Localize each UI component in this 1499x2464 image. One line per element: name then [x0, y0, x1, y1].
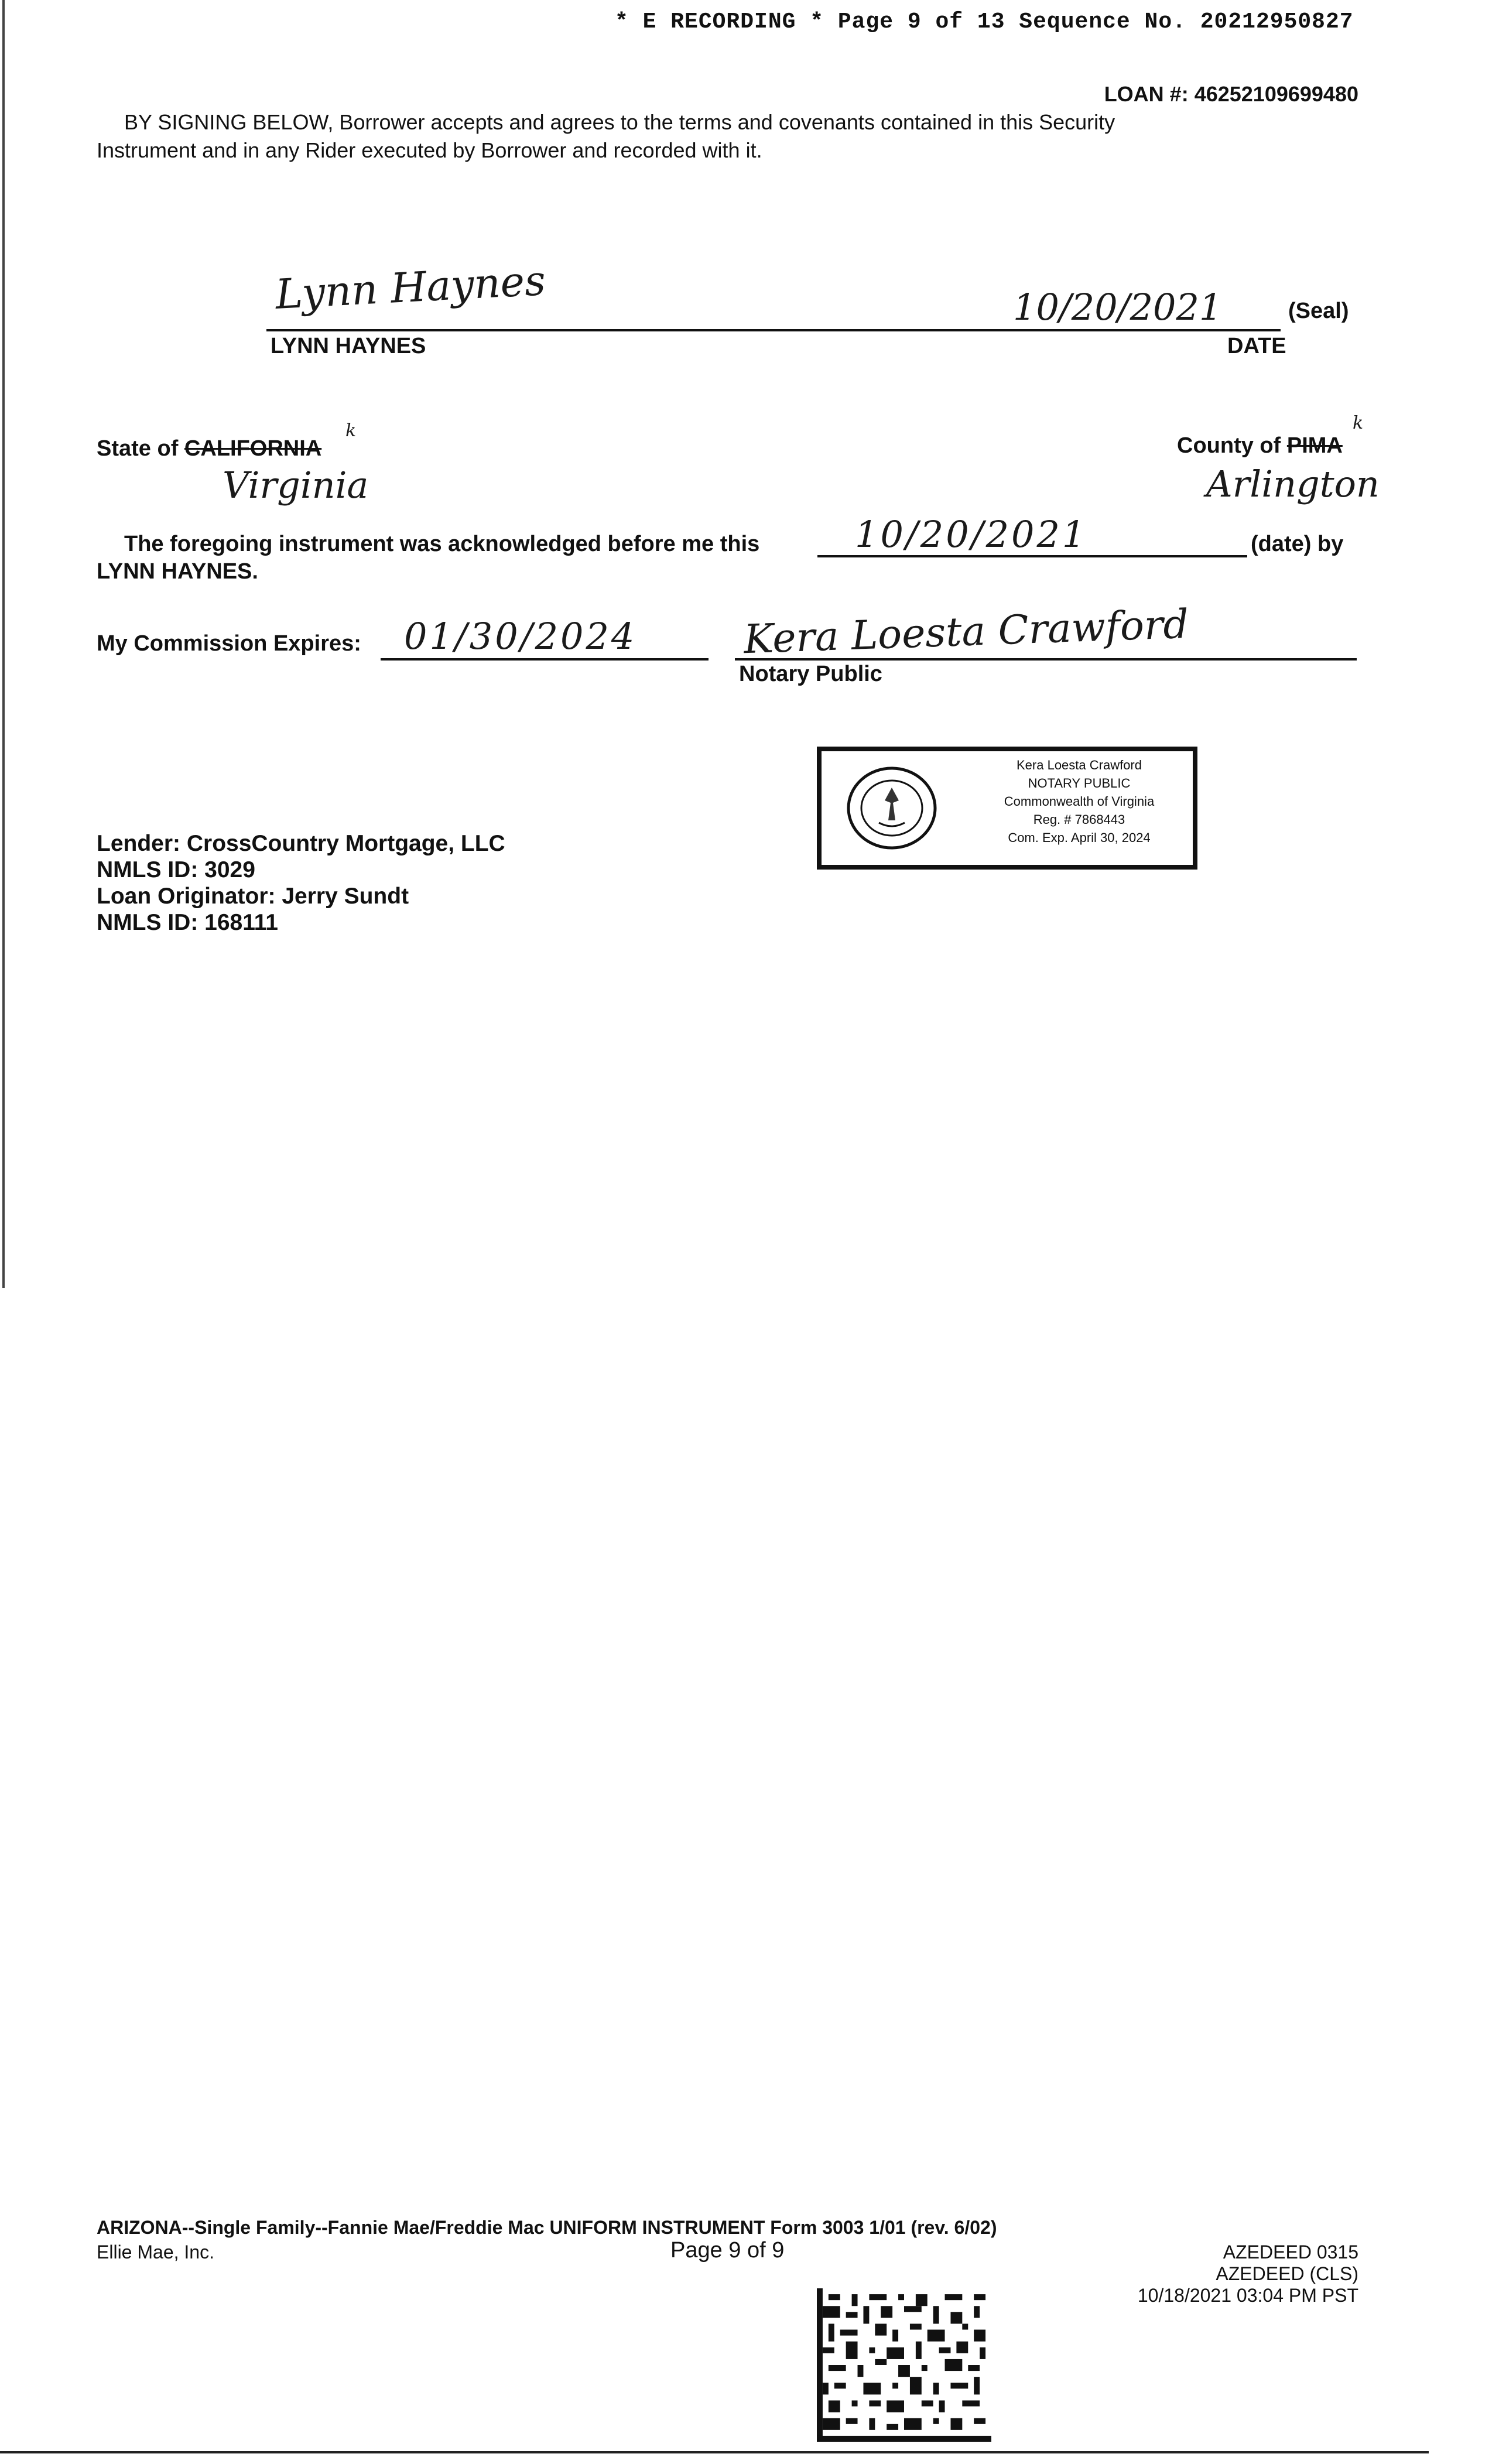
- notary-public-label: Notary Public: [739, 662, 882, 686]
- originator-nmls: NMLS ID: 168111: [97, 910, 278, 935]
- commission-date-handwritten: 01/30/2024: [404, 615, 637, 658]
- foregoing-statement: The foregoing instrument was acknowledged before me this: [124, 532, 760, 556]
- footer-timestamp: 10/18/2021 03:04 PM PST: [1137, 2285, 1358, 2306]
- recording-header: * E RECORDING * Page 9 of 13 Sequence No. 20212950827: [615, 9, 1354, 35]
- notary-signature: Kera Loesta Crawford: [742, 601, 1190, 663]
- footer-codes: [1138, 2241, 1358, 2306]
- footer-page-number: Page 9 of 9: [670, 2238, 785, 2263]
- borrower-signature: Lynn Haynes: [274, 256, 547, 319]
- date-by-label: (date) by: [1251, 532, 1344, 556]
- state-printed: CALIFORNIA: [184, 436, 322, 461]
- notary-stamp: [817, 747, 1197, 870]
- county-label: County of: [1177, 433, 1281, 458]
- stamp-expiration: Com. Exp. April 30, 2024: [1008, 830, 1151, 845]
- commission-label: My Commission Expires:: [97, 631, 361, 656]
- page-bottom-line: [0, 2451, 1429, 2453]
- footer-code1: AZEDEED 0315: [1223, 2241, 1358, 2263]
- acknowledged-name: LYNN HAYNES.: [97, 559, 258, 584]
- state-line: [97, 436, 321, 461]
- signing-paragraph-line1: BY SIGNING BELOW, Borrower accepts and agrees to the terms and covenants contained in this Security: [124, 110, 1115, 134]
- lender-name: Lender: CrossCountry Mortgage, LLC: [97, 831, 505, 856]
- borrower-name: LYNN HAYNES: [271, 334, 426, 358]
- state-label: State of: [97, 436, 179, 461]
- footer-vendor: Ellie Mae, Inc.: [97, 2241, 214, 2263]
- county-line: [1177, 433, 1343, 458]
- lender-nmls: NMLS ID: 3029: [97, 857, 255, 882]
- state-handwritten: Virginia: [223, 464, 369, 507]
- stamp-text: [968, 756, 1190, 847]
- notary-seal-icon: [845, 764, 939, 852]
- ack-date-line: [817, 555, 1247, 557]
- signing-paragraph-line2: Instrument and in any Rider executed by Borrower and recorded with it.: [97, 138, 762, 162]
- lender-info: [97, 830, 505, 936]
- state-initial: k: [345, 420, 357, 441]
- date-label: DATE: [1227, 334, 1286, 358]
- footer-code2: AZEDEED (CLS): [1216, 2263, 1358, 2284]
- loan-originator: Loan Originator: Jerry Sundt: [97, 884, 409, 909]
- seal-label: (Seal): [1288, 299, 1349, 323]
- stamp-title: NOTARY PUBLIC: [1028, 776, 1131, 790]
- county-handwritten: Arlington: [1206, 463, 1380, 505]
- borrower-handwritten-date: 10/20/2021: [1013, 286, 1223, 328]
- notary-signature-line: [735, 658, 1357, 661]
- commission-line: [381, 658, 709, 661]
- loan-number: LOAN #: 46252109699480: [1104, 82, 1358, 106]
- scan-edge-line: [2, 0, 5, 1288]
- county-printed: PIMA: [1286, 433, 1343, 458]
- county-initial: k: [1353, 413, 1364, 433]
- ack-date-handwritten: 10/20/2021: [855, 513, 1088, 556]
- signature-line: [266, 329, 1281, 331]
- stamp-notary-name: Kera Loesta Crawford: [1017, 758, 1142, 772]
- stamp-registration: Reg. # 7868443: [1033, 812, 1125, 827]
- footer-form-line: ARIZONA--Single Family--Fannie Mae/Freddie Mac UNIFORM INSTRUMENT Form 3003 1/01 (rev. 6/02): [97, 2217, 997, 2238]
- barcode-icon: [817, 2288, 991, 2442]
- stamp-jurisdiction: Commonwealth of Virginia: [1004, 794, 1155, 809]
